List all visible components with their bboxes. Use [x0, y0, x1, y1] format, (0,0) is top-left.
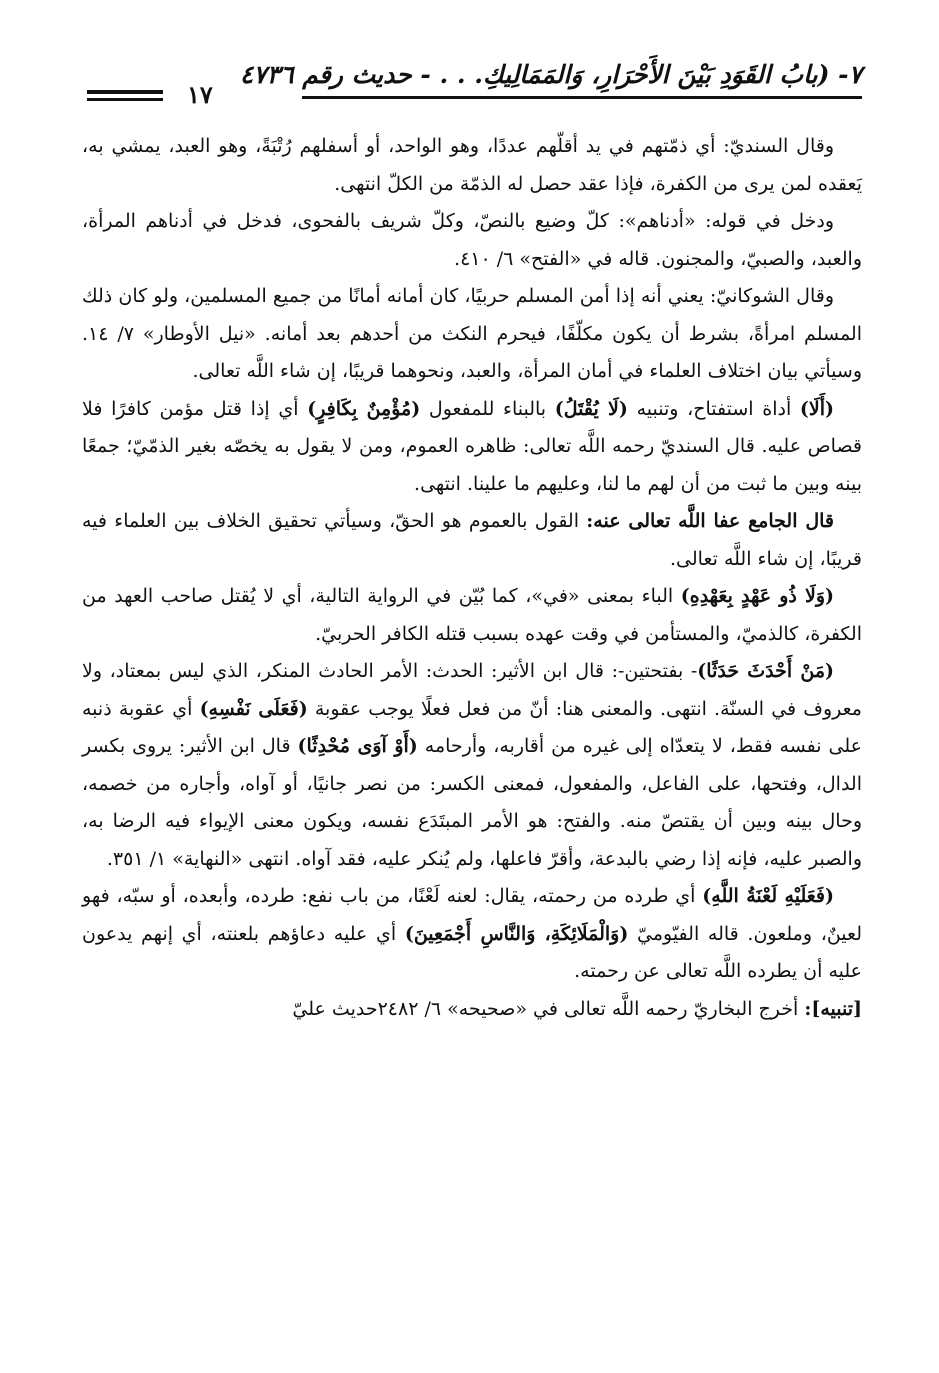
paragraph-5: [82, 503, 862, 578]
paragraph-text: القول بالعموم هو الحقّ، وسيأتي تحقيق الخلاف بين العلماء فيه قريبًا، إن شاء اللَّه تعالى.: [82, 510, 862, 570]
paragraph-text: بالبناء للمفعول: [420, 397, 555, 420]
paragraph-3: [82, 278, 862, 391]
paragraph-text: أي عليه دعاؤهم بلعنته، أي إنهم يدعون عليه أن يطرده اللَّه تعالى عن رحمته.: [82, 922, 862, 982]
paragraph-7: [82, 653, 862, 878]
paragraph-text: أداة استفتاح، وتنبيه: [627, 397, 800, 420]
note-label: [تنبيه]:: [804, 997, 862, 1020]
paragraph-text: ودخل في قوله: «أدناهم»: كلّ وضيع بالنصّ، وكلّ شريف بالفحوى، فدخل في أدناهم المرأة، والعبد، والصبيّ، والمجنون. قاله في «الفتح» ٦/ ٤١٠.: [82, 210, 862, 270]
hadith-phrase: (مَنْ أَحْدَثَ حَدَثًا): [697, 660, 835, 682]
hadith-phrase: (وَالْمَلَائِكَةِ، وَالنَّاسِ أَجْمَعِينَ): [404, 922, 629, 945]
paragraph-text: قال ابن الأثير: يروى بكسر الدال، وفتحها، على الفاعل، والمفعول، فمعنى الكسر: من نصر جانيًا، أو آواه، وأجاره من خصمه، وحال بينه وبين أن يقتصّ منه. والفتح: هو الأمر المبتَدَع نفسه، ويكون معنى الإيواء فيه الرضا به، والصبر عليه، فإنه إذا رضي بالبدعة، وأقرّ فاعلها، ولم يُنكر عليه، فقد آواه. انتهى «النهاية» ١/ ٣٥١.: [82, 735, 862, 870]
hadith-phrase: (فَعَلَى نَفْسِهِ): [199, 697, 308, 720]
paragraph-text: أي عقوبة ذنبه على نفسه فقط، لا يتعدّاه إلى غيره من أقاربه، وأرحامه: [82, 697, 862, 757]
page-number-rule-top: [87, 90, 163, 94]
hadith-phrase: (مُؤْمِنٌ بِكَافِرٍ): [307, 397, 421, 420]
running-title: ٧- (بابُ القَوَدِ بَيْنَ الأَحْرَارِ، وَالمَمَالِيكِ. . . - حديث رقم ٤٧٣٦: [239, 60, 862, 89]
paragraph-text: - بفتحتين-: قال ابن الأثير: الحدث: الأمر الحادث المنكر، الذي ليس بمعتاد، ولا معروف في السنّة. انتهى. والمعنى هنا: أنّ من فعل فعلًا يوجب عقوبة: [82, 660, 862, 720]
hadith-phrase: (أَلَا): [799, 397, 835, 420]
paragraph-text: أي إذا قتل مؤمن كافرًا فلا قصاص عليه. قال السنديّ رحمه اللَّه تعالى: ظاهره العموم، ومن لا يقول به يخصّه بغير الذمّيّ؛ جمعًا بينه وبين ما ثبت من أن لهم ما لنا، وعليهم ما علينا. انتهى.: [82, 397, 862, 495]
page-number: ١٧: [187, 80, 213, 109]
paragraph-text: وقال الشوكانيّ: يعني أنه إذا أمن المسلم حربيًا، كان أمانه أمانًا من جميع المسلمين، ولو كان ذلك المسلم امرأةً، بشرط أن يكون مكلّفًا، فيحرم النكث من أحدهم بعد أمانه. «نيل الأوطار» ٧/ ١٤. وسيأتي بيان اختلاف العلماء في أمان المرأة، والعبد، ونحوهما قريبًا، إن شاء اللَّه تعالى.: [82, 285, 862, 382]
page-number-rule-bottom: [87, 98, 163, 101]
page-body: [82, 128, 862, 1028]
paragraph-9: [82, 991, 862, 1029]
paragraph-2: [82, 203, 862, 278]
compiler-remark: قال الجامع عفا اللَّه تعالى عنه:: [586, 510, 834, 532]
hadith-phrase: (لَا يُقْتَلُ): [554, 397, 628, 420]
page-header: [82, 58, 862, 110]
hadith-phrase: (فَعَلَيْهِ لَعْنَةُ اللَّهِ): [702, 885, 834, 907]
hadith-phrase: (أَوْ آوَى مُحْدِثًا): [297, 735, 418, 757]
paragraph-text: أي طرده من رحمته، يقال: لعنه لَعْنًا، من باب نفع: طرده، وأبعده، أو سبّه، فهو لعينٌ، وملعون. قاله الفيّوميّ: [82, 885, 862, 945]
paragraph-text: الباء بمعنى «في»، كما بُيّن في الرواية التالية، أي لا يُقتل صاحب العهد من الكفرة، كالذميّ، والمستأمن في وقت عهده بسبب قتله الكافر الحربيّ.: [82, 585, 862, 645]
paragraph-8: [82, 878, 862, 991]
header-rule: [302, 96, 862, 99]
paragraph-1: [82, 128, 862, 203]
hadith-phrase: (وَلَا ذُو عَهْدٍ بِعَهْدِهِ): [680, 585, 834, 607]
paragraph-6: [82, 578, 862, 653]
paragraph-text: أخرج البخاريّ رحمه اللَّه تعالى في «صحيحه» ٦/ ٢٤٨٢حديث عليّ: [292, 997, 805, 1020]
paragraph-4: [82, 391, 862, 504]
paragraph-text: وقال السنديّ: أي ذمّتهم في يد أقلّهم عددًا، وهو الواحد، أو أسفلهم رُتْبَةً، وهو العبد، يمشي به، يَعقده لمن يرى من الكفرة، فإذا عقد حصل له الذمّة من الكلّ انتهى.: [82, 135, 862, 195]
